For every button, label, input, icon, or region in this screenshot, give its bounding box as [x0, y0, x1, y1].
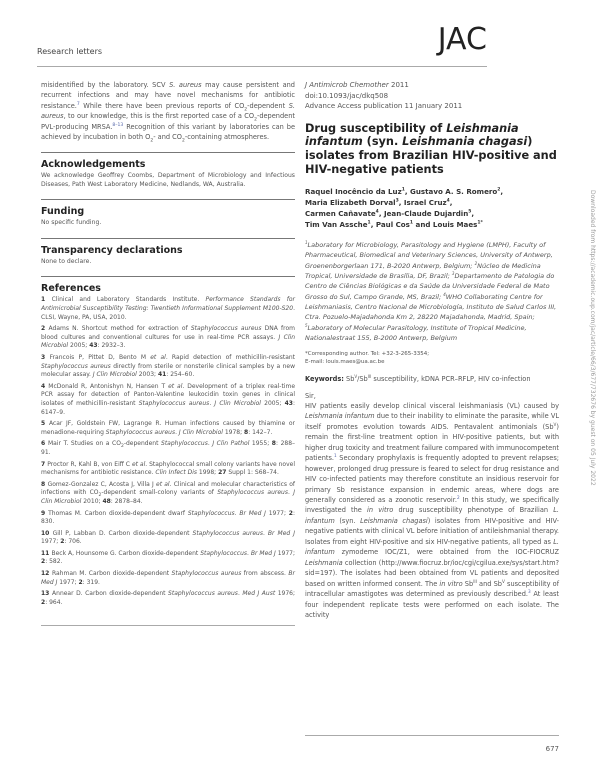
reference-number: 6: [41, 440, 48, 448]
section-title: Funding: [41, 206, 85, 218]
section-divider: [41, 152, 295, 153]
section-divider: [41, 238, 295, 239]
section-title: Transparency declarations: [41, 244, 183, 256]
watermark-text: Downloaded from https://academic.oup.com/jac/article/66/3/677/732676 by guest on 05 July 2022: [589, 190, 596, 486]
transparency-section: [41, 238, 295, 267]
reference-item: 10 Gill P, Labban D. Carbon dioxide-dependent Staphylococcus aureus. Br Med J 1977; 2: 706.: [41, 529, 295, 546]
section-divider: [41, 276, 295, 277]
corresponding-email[interactable]: E-mail: louis.maes@ua.ac.be: [305, 359, 385, 366]
right-column: [305, 80, 559, 620]
column-end-divider: [41, 625, 295, 626]
doi[interactable]: doi:10.1093/jac/dkq508: [305, 91, 389, 100]
article-title: Drug susceptibility of Leishmania infantum (syn. Leishmania chagasi) isolates from Brazilian HIV-positive and HIV-negative patients: [305, 121, 557, 176]
references-section: [41, 276, 295, 607]
reference-item: 13 Annear D. Carbon dioxide-dependent Staphylococcus aureus. Med J Aust 1976; 2: 964.: [41, 590, 295, 606]
page-number: 677: [545, 745, 559, 753]
reference-number: 5: [41, 420, 49, 428]
section-divider: [41, 199, 295, 200]
author-name: Gustavo A. S. Romero: [410, 187, 498, 197]
funding-section: [41, 199, 295, 228]
reference-number: 9: [41, 509, 49, 517]
reference-number: 8: [41, 480, 48, 488]
author-name: Jean-Claude Dujardin: [383, 209, 469, 219]
reference-number: 10: [41, 529, 53, 537]
left-column: [41, 80, 295, 626]
author-name: Louis Maes: [432, 220, 478, 230]
reference-list: [41, 296, 295, 607]
reference-item: 6 Mair T. Studies on a $CO_2$-dependent Staphylococcus. J Clin Pathol 1955; 8: 288–91.: [41, 440, 296, 456]
section-body: None to declare.: [41, 257, 92, 265]
reference-item: 8 Gomez-Gonzalez C, Acosta J, Villa J et al. Clinical and molecular characteristics of infections with $CO_2$-dependent small-colony variants of Staphylococcus aureus. J Clin Microbiol 2010; 48: 2878–84.: [41, 480, 296, 505]
journal-name: J Antimicrob Chemother: [305, 81, 389, 89]
article-meta: [305, 80, 559, 112]
section-body: We acknowledge Geoffrey Coombs, Department of Microbiology and Infectious Diseases, Path West Laboratory Medicine, Nedlands, WA, Australia.: [41, 172, 295, 188]
reference-number: 3: [41, 354, 50, 361]
author-name: Tim Van Assche: [305, 220, 368, 230]
reference-item: 11 Beck A, Hounsome G. Carbon dioxide-dependent Staphylococcus. Br Med J 1977; 2: 582.: [41, 549, 295, 566]
journal-year: 2011: [390, 81, 409, 89]
author-name: Maria Elizabeth Dorval: [305, 198, 396, 208]
corresponding-tel: *Corresponding author. Tel: +32-3-265-3354;: [305, 351, 430, 358]
citation-line: [305, 80, 559, 91]
reference-item: 9 Thomas M. Carbon dioxide-dependent dwarf Staphylococcus. Br Med J 1977; 2: 830.: [41, 509, 296, 526]
reference-item: 3 Francois P, Pittet D, Bento M et al. Rapid detection of methicillin-resistant Staphylococcus aureus directly from sterile or nonsterile clinical samples by a new molecular assay. J Clin Microbiol 2003; 41: 254–60.: [41, 354, 296, 379]
keywords: [305, 374, 559, 384]
download-watermark: [589, 190, 597, 550]
reference-number: 7: [41, 460, 48, 468]
reference-item: 1 Clinical and Laboratory Standards Institute. Performance Standards for Antimicrobial Susceptibility Testing: Twentieth Informational Supplement M100-S20. CLSI, Wayne, PA, USA, 2010.: [41, 296, 296, 321]
author-name: Raquel Inocêncio da Luz: [305, 187, 402, 197]
references-title: References: [41, 283, 101, 295]
reference-number: 11: [41, 549, 52, 557]
journal-logo: JAC: [437, 22, 487, 57]
advance-access: Advance Access publication 11 January 2011: [305, 102, 463, 111]
author-name: Carmen Cañavate: [305, 209, 376, 219]
section-body: No specific funding.: [41, 219, 102, 227]
keywords-text: $Sb^V/Sb^{III}$ susceptibility, kDNA PCR–RFLP, HIV co-infection: [343, 373, 531, 383]
reference-item: 4 McDonald R, Antonishyn N, Hansen T et al. Development of a triplex real-time PCR assay for detection of Panton-Valentine leukocidin toxin genes in clinical isolates of methicillin-resistant Staphylococcus aureus. J Clin Microbiol 2005; 43: 6147–9.: [41, 382, 296, 416]
acknowledgements-section: [41, 152, 295, 189]
letter-body: HIV patients easily develop clinical visceral leishmaniasis (VL) caused by Leishmania infantum due to their inability to eliminate the parasite, while VL itself promotes evolution towards AIDS. Pentavalent antimonials $(Sb^V)$ remain the first-line treatment option in HIV-positive patients, but with higher drug toxicity and treatment failure compared with immunocompetent patients.$^1$ Secondary prophylaxis is frequently adopted to prevent relapses; however, prolonged drug pressure is feared to select for drug resistance and HIV co-infected patients may therefore constitute an insidious reservoir for primary Sb resistance expansion in endemic areas, where dogs are generally considered as a zoonotic reservoir.$^2$ In this study, we specifically investigated the in vitro drug susceptibility phenotype of Brazilian L. infantum (syn. Leishmania chagasi) isolates from HIV-positive and HIV-negative patients with clinical VL before initiation of antileishmanial therapy. Isolates from eight HIV-positive and six HIV-negative patients, all typed as L. infantum zymodeme IOC/Z1, were obtained from the IOC-FIOCRUZ Leishmania collection (http://www.fiocruz.br/ioc/cgi/cgilua.exe/sys/start.htm?sid=197). The isolates had been obtained from VL patients and deposited based on written informed consent. The in vitro $Sb^{III}$ and $Sb^V$ susceptibility of intracellular amastigotes was determined as previously described.$^3$ At least four independent replicate tests were performed on each isolate. The activity: [305, 401, 560, 619]
corresponding-author: [305, 350, 559, 366]
reference-number: 12: [41, 570, 52, 578]
reference-number: 1: [41, 296, 52, 304]
reference-number: 2: [41, 325, 49, 333]
header-divider: [37, 66, 487, 67]
author-name: Paul Cos: [375, 220, 410, 230]
salutation: Sir,: [305, 391, 316, 400]
affiliations: $^1$Laboratory for Microbiology, Parasitology and Hygiene (LMPH), Faculty of Pharmaceutical, Biomedical and Veterinary Sciences, University of Antwerp, Groenenborgerlaan 171, B-2020 Antwerp, Belgium; $^2$Núcleo de Medicina Tropical, Universidade de Brasília, DF, Brazil; $^3$Departamento de Patologia do Centro de Ciências Biológicas e da Saúde da Universidade Federal de Mato Grosso do Sul, Campo Grande, MS, Brazil; $^4$WHO Collaborating Centre for Leishmaniasis, Centro Nacional de Microbiología, Instituto de Salud Carlos III, Ctra. Pozuelo-Majadahonda Km 2, 28220 Majadahonda, Madrid, Spain; $^5$Laboratory of Molecular Parasitology, Institute of Tropical Medicine, Nationalestraat 155, B-2000 Antwerp, Belgium: [305, 240, 557, 342]
running-head: Research letters: [37, 47, 103, 56]
keywords-label: Keywords:: [305, 374, 344, 383]
reference-item: 12 Rahman M. Carbon dioxide-dependent Staphylococcus aureus from abscess. Br Med J 1977; 2: 319.: [41, 570, 295, 586]
reference-number: 4: [41, 382, 49, 390]
author-name: Israel Cruz: [403, 198, 447, 208]
reference-item: 5 Acar JF, Goldstein FW, Lagrange R. Human infections caused by thiamine or menadione-requiring Staphylococcus aureus. J Clin Microbiol 1978; 8: 142–7.: [41, 420, 295, 436]
reference-number: 13: [41, 590, 53, 598]
author-list: Raquel Inocêncio da Luz$^1$, Gustavo A. S. Romero$^2$, Maria Elizabeth Dorval$^3$, Israel Cruz$^4$, Carmen Cañavate$^4$, Jean-Claude Dujardin$^5$, Tim Van Assche$^1$, Paul Cos$^1$ and Louis Maes$^{1*}$: [305, 187, 504, 230]
section-title: Acknowledgements: [41, 159, 146, 171]
continuation-paragraph: misidentified by the laboratory. SCV S. aureus may cause persistent and recurrent infections and may have novel mechanisms for antibiotic resistance.$^7$ While there have been previous reports of $CO_2$-dependent S. aureus, to our knowledge, this is the first reported case of a $CO_2$-dependent PVL-producing MRSA.$^{8-13}$ Recognition of this variant by laboratories can be achieved by incubation in both $O_2-$ and $CO_2$-containing atmospheres.: [41, 81, 296, 144]
footer-divider: [305, 735, 559, 736]
reference-item: 7 Proctor R, Kahl B, von Eiff C et al. Staphylococcal small colony variants have novel mechanisms for antibiotic resistance. Clin Infect Dis 1998; 27 Suppl 1: S68–74.: [41, 460, 296, 477]
reference-item: 2 Adams N. Shortcut method for extraction of Staphylococcus aureus DNA from blood cultures and conventional cultures for use in real-time PCR assays. J Clin Microbiol 2005; 43: 2932–3.: [41, 325, 296, 350]
